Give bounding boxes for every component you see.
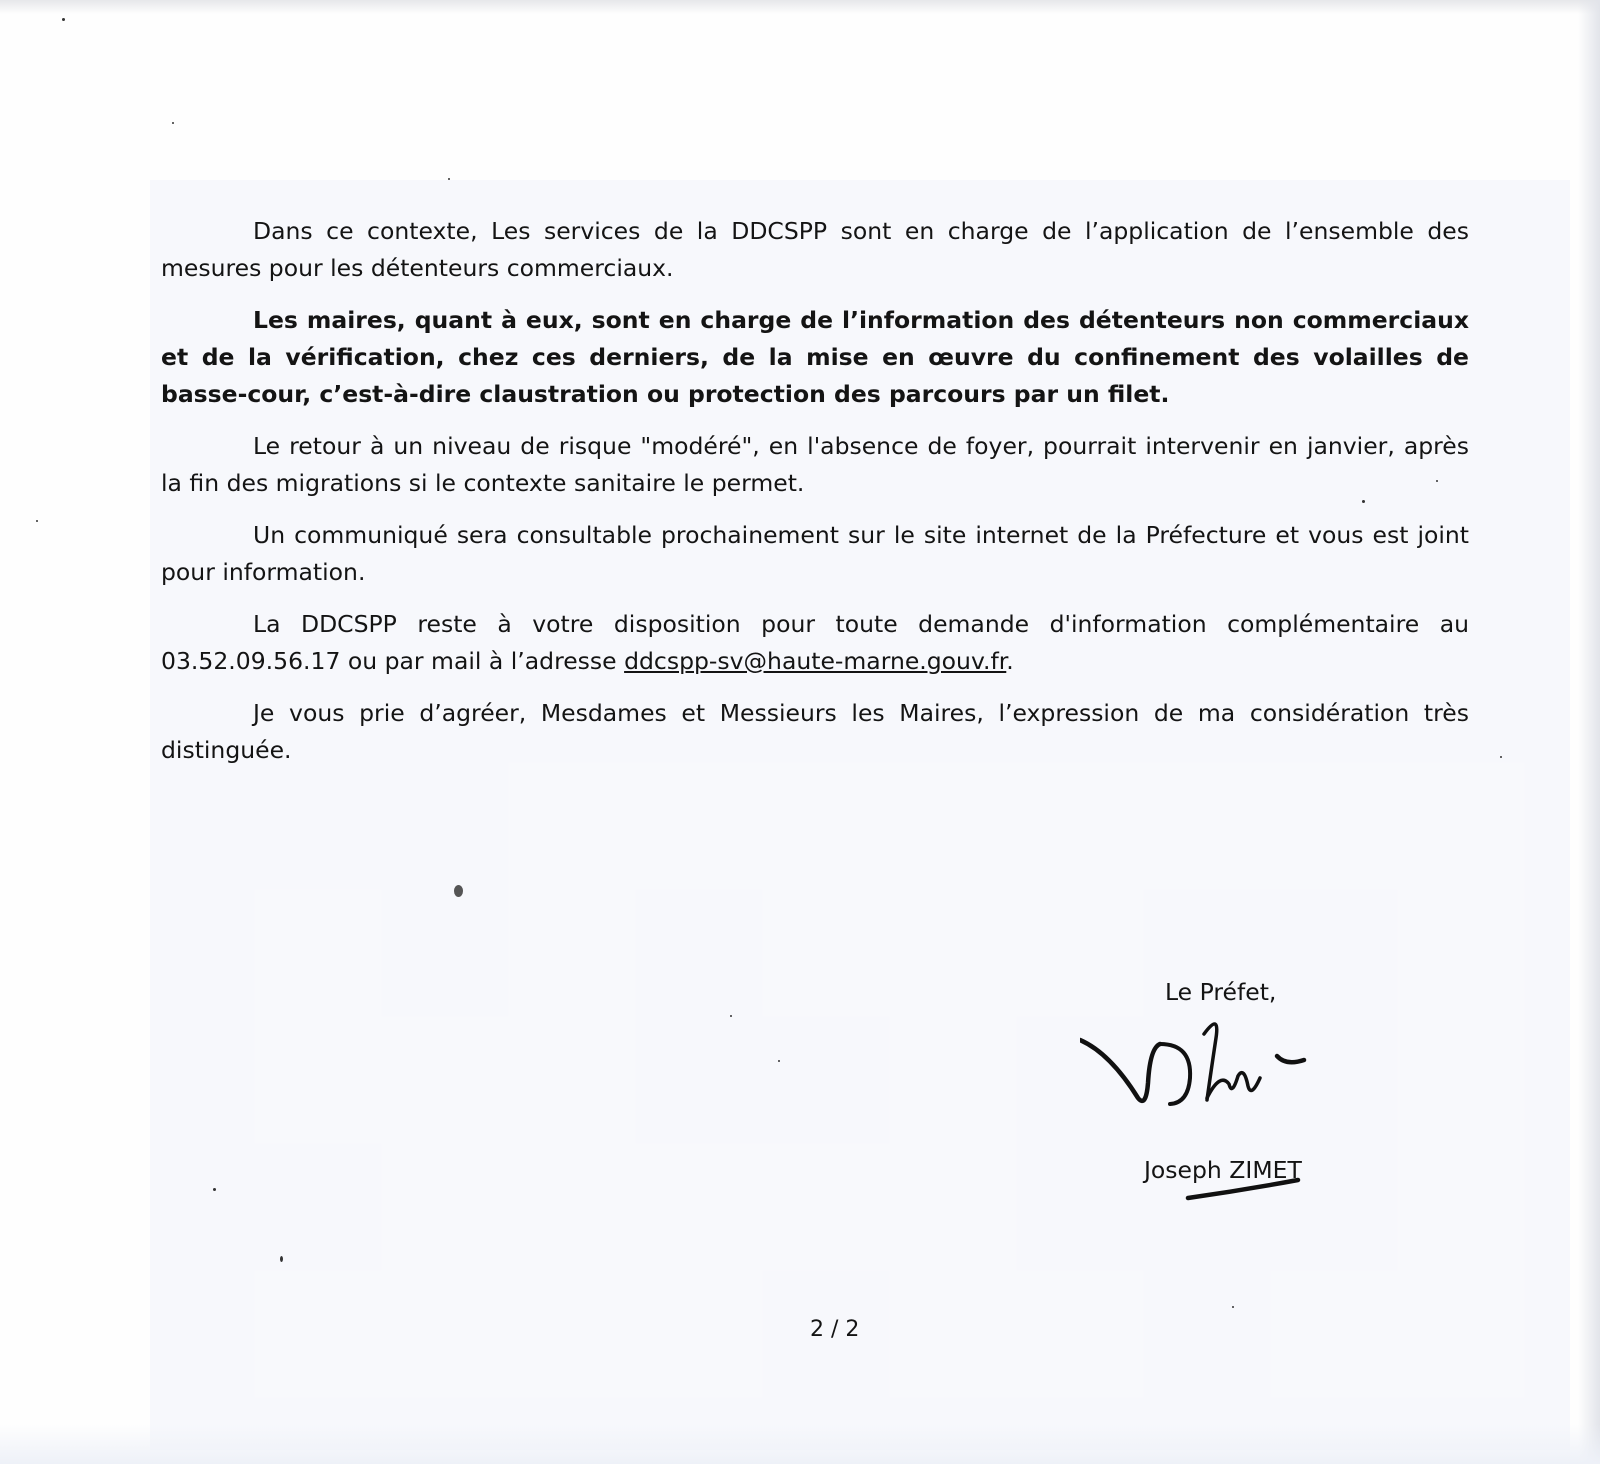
scan-speck: [778, 1060, 780, 1062]
contact-text-end: .: [1006, 647, 1014, 675]
scan-edge-right: [1578, 0, 1600, 1464]
scan-speck: [172, 122, 174, 124]
paragraph-press-release: Un communiqué sera consultable prochainement sur le site internet de la Préfecture et vous est joint pour information.: [161, 521, 1469, 586]
signature-underline-stroke: [1184, 1176, 1304, 1202]
paragraph-closing: Je vous prie d’agréer, Mesdames et Messieurs les Maires, l’expression de ma considération très distinguée.: [161, 699, 1469, 764]
scan-speck: [448, 178, 450, 180]
contact-email-link[interactable]: ddcspp-sv@haute-marne.gouv.fr: [624, 647, 1007, 675]
signature-block: [1080, 978, 1400, 1208]
paragraph-contact: [161, 606, 1469, 680]
scan-speck: [36, 520, 38, 522]
scan-speck: [1232, 1306, 1234, 1308]
scan-speck: [213, 1188, 216, 1191]
scan-speck: [1500, 756, 1502, 758]
scan-edge-top: [0, 0, 1600, 14]
scan-speck: [280, 1256, 283, 1262]
scan-speck: [62, 18, 65, 21]
scan-speck: [454, 885, 463, 897]
signatory-name: Joseph ZIMET: [1144, 1156, 1302, 1184]
contact-text: La DDCSPP reste à votre disposition pour toute demande d'information complémentaire au 03.52.09.56.17 ou par mail à l’adresse: [161, 610, 1469, 675]
handwritten-signature: [1080, 1008, 1340, 1128]
scan-edge-bottom: [0, 1424, 1600, 1464]
page-number: 2 / 2: [810, 1317, 860, 1342]
paragraph-mayors-duties: Les maires, quant à eux, sont en charge de l’information des détenteurs non commerciaux et de la vérification, chez ces derniers, de la mise en œuvre du confinement des volailles de basse-cour, c’est-à-dire claustration ou protection des parcours par un filet.: [161, 306, 1469, 408]
signature-title: Le Préfet,: [1165, 978, 1277, 1006]
letter-body: [161, 213, 1469, 784]
scan-speck: [730, 1015, 732, 1017]
paragraph-risk-level: Le retour à un niveau de risque "modéré", en l'absence de foyer, pourrait intervenir en janvier, après la fin des migrations si le contexte sanitaire le permet.: [161, 432, 1469, 497]
paragraph-context: Dans ce contexte, Les services de la DDCSPP sont en charge de l’application de l’ensemble des mesures pour les détenteurs commerciaux.: [161, 217, 1469, 282]
